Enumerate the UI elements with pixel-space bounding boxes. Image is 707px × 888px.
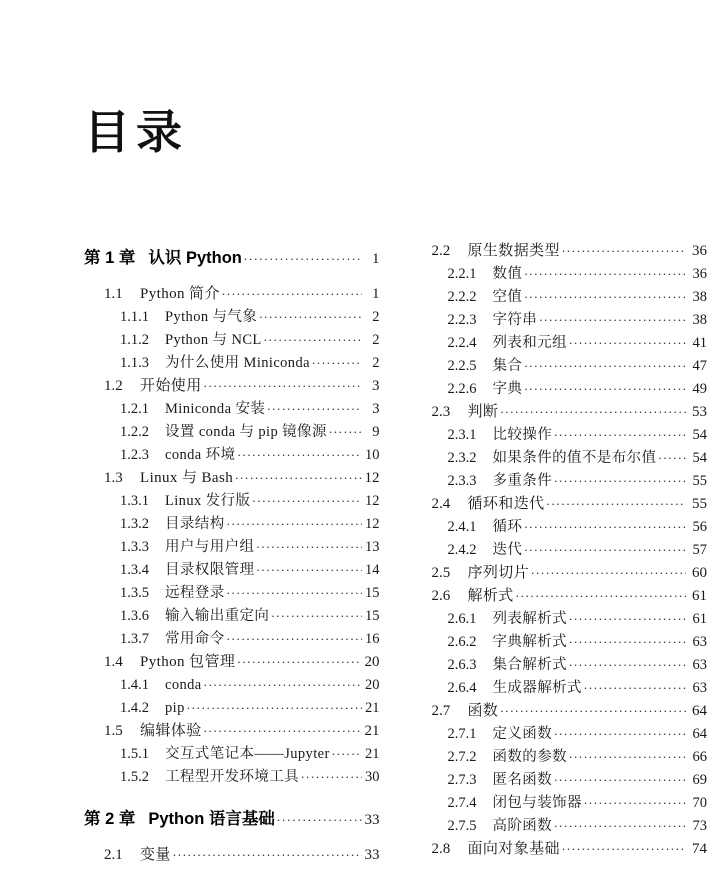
entry-label: 字符串 [492, 311, 538, 328]
entry-page-number: 54 [692, 449, 707, 466]
toc-entry[interactable] [412, 654, 707, 677]
dot-leader [658, 447, 686, 462]
entry-number: 2.7.1 [447, 725, 477, 742]
dot-leader [204, 375, 362, 390]
toc-chapter-entry[interactable] [84, 808, 380, 838]
entry-page-number: 63 [692, 656, 707, 673]
entry-page-number: 33 [364, 847, 380, 863]
entry-label: Miniconda 安装 [165, 400, 266, 417]
entry-label: 交互式笔记本——Jupyter [165, 745, 330, 762]
toc-entry[interactable] [84, 766, 380, 789]
entry-number: 2.6.4 [447, 679, 477, 696]
entry-page-number: 15 [365, 584, 380, 601]
toc-entry[interactable] [412, 424, 707, 447]
entry-label: 循环和迭代 [467, 496, 545, 512]
toc-entry[interactable] [84, 398, 380, 421]
entry-number: 2.2.5 [447, 357, 477, 374]
entry-number: 2.7.2 [447, 748, 477, 765]
entry-label: 为什么使用 Miniconda [165, 354, 310, 371]
toc-entry[interactable] [84, 651, 380, 674]
entry-number: 1.3.1 [120, 492, 149, 509]
entry-page-number: 20 [364, 654, 380, 670]
dot-leader [524, 378, 686, 393]
entry-number: 2.2.1 [447, 265, 477, 282]
entry-number: 1.4.2 [120, 699, 149, 716]
entry-page-number: 56 [692, 518, 707, 535]
entry-number: 2.3.3 [447, 472, 477, 489]
dot-leader [554, 815, 686, 830]
entry-label: 列表解析式 [492, 610, 567, 627]
entry-page-number: 64 [692, 703, 707, 719]
entry-page-number: 70 [692, 794, 707, 811]
entry-page-number: 57 [692, 541, 707, 558]
dot-leader [516, 585, 686, 600]
entry-page-number: 2 [372, 331, 380, 348]
entry-number: 2.4 [431, 496, 451, 512]
entry-page-number: 73 [692, 817, 707, 834]
entry-page-number: 30 [365, 768, 380, 785]
entry-label: 多重条件 [492, 472, 553, 489]
dot-leader [500, 700, 686, 715]
entry-page-number: 14 [365, 561, 380, 578]
toc-chapter-entry[interactable] [84, 247, 380, 277]
entry-page-number: 21 [364, 723, 380, 739]
entry-number: 1.5.2 [120, 768, 149, 785]
entry-label: 用户与用户组 [165, 538, 255, 555]
entry-label: 远程登录 [165, 584, 225, 601]
entry-number: 2.3 [431, 404, 451, 420]
toc-entry[interactable] [84, 467, 380, 490]
toc-entry[interactable] [84, 605, 380, 628]
entry-number: 2.7.4 [447, 794, 477, 811]
toc-entry[interactable] [412, 263, 707, 286]
entry-number: 1.1 [104, 286, 123, 302]
dot-leader [531, 562, 686, 577]
dot-leader [569, 608, 686, 623]
entry-page-number: 12 [365, 515, 380, 532]
dot-leader [204, 674, 362, 689]
entry-number: 2.6.2 [447, 633, 477, 650]
dot-leader [187, 697, 362, 712]
dot-leader [312, 352, 362, 367]
entry-label: Python 与 NCL [165, 331, 262, 348]
entry-label: conda 环境 [165, 446, 236, 463]
entry-number: 第 2 章 [84, 810, 136, 828]
entry-number: 1.2.2 [120, 423, 149, 440]
entry-label: Linux 发行版 [165, 492, 251, 509]
dot-leader [237, 444, 361, 459]
entry-number: 1.3.2 [120, 515, 149, 532]
dot-leader [524, 355, 686, 370]
entry-page-number: 3 [372, 400, 380, 417]
chapter-gap [84, 789, 380, 801]
entry-number: 2.2.4 [447, 334, 477, 351]
dot-leader [267, 398, 361, 413]
entry-label: 常用命令 [165, 630, 225, 647]
entry-number: 2.7.3 [447, 771, 477, 788]
dot-leader [222, 283, 362, 298]
entry-page-number: 55 [692, 496, 707, 512]
toc-entry[interactable] [84, 306, 380, 329]
toc-entry[interactable] [84, 421, 380, 444]
entry-page-number: 53 [692, 404, 707, 420]
entry-number: 2.8 [431, 841, 451, 857]
entry-label: 函数 [467, 703, 499, 719]
entry-number: 1.3.7 [120, 630, 149, 647]
entry-number: 1.1.1 [120, 308, 149, 325]
toc-entry[interactable] [412, 286, 707, 309]
dot-leader [227, 513, 362, 528]
entry-label: 解析式 [467, 588, 514, 604]
entry-label: 如果条件的值不是布尔值 [492, 449, 657, 466]
toc-entry[interactable] [84, 628, 380, 651]
entry-label: 设置 conda 与 pip 镜像源 [165, 423, 327, 440]
entry-page-number: 47 [692, 357, 707, 374]
page-title: 目录 [84, 107, 188, 158]
toc-column-right [380, 240, 707, 861]
toc-entry[interactable] [412, 309, 707, 332]
entry-page-number: 10 [365, 446, 380, 463]
entry-number: 2.7 [431, 703, 451, 719]
entry-number: 1.2 [104, 378, 123, 394]
toc-entry[interactable] [84, 283, 380, 306]
toc-entry[interactable] [84, 375, 380, 398]
toc-entry[interactable] [412, 240, 707, 263]
entry-number: 2.3.2 [447, 449, 477, 466]
entry-label: Python 包管理 [140, 654, 236, 670]
entry-page-number: 1 [372, 251, 380, 267]
entry-label: 字典 [492, 380, 523, 397]
entry-number: 第 1 章 [84, 249, 136, 267]
dot-leader [524, 263, 686, 278]
entry-label: 匿名函数 [492, 771, 553, 788]
toc-columns [0, 240, 707, 867]
entry-label: 序列切片 [467, 565, 530, 581]
entry-page-number: 2 [372, 308, 380, 325]
entry-label: 列表和元组 [492, 334, 567, 351]
dot-leader [277, 808, 362, 824]
toc-entry[interactable] [412, 792, 707, 815]
dot-leader [329, 421, 362, 436]
dot-leader [259, 306, 361, 321]
dot-leader [301, 766, 361, 781]
entry-page-number: 1 [372, 286, 380, 302]
entry-page-number: 21 [365, 745, 380, 762]
entry-number: 2.3.1 [447, 426, 477, 443]
entry-label: 集合 [492, 357, 523, 374]
entry-label: pip [165, 699, 185, 716]
entry-page-number: 49 [692, 380, 707, 397]
dot-leader [569, 654, 686, 669]
entry-page-number: 15 [365, 607, 380, 624]
entry-number: 1.3.5 [120, 584, 149, 601]
entry-label: 工程型开发环境工具 [165, 768, 300, 785]
dot-leader [264, 329, 362, 344]
entry-number: 1.1.2 [120, 331, 149, 348]
entry-label: 输入输出重定向 [165, 607, 270, 624]
entry-label: Python 简介 [140, 286, 220, 302]
entry-label: 认识 Python [148, 249, 242, 267]
entry-label: 数值 [492, 265, 523, 282]
toc-entry[interactable] [84, 329, 380, 352]
toc-entry[interactable] [412, 447, 707, 470]
entry-label: 生成器解析式 [492, 679, 582, 696]
entry-number: 2.2.6 [447, 380, 477, 397]
dot-leader [271, 605, 361, 620]
entry-page-number: 63 [692, 679, 707, 696]
entry-number: 1.5 [104, 723, 123, 739]
toc-entry[interactable] [412, 562, 707, 585]
toc-entry[interactable] [84, 513, 380, 536]
toc-column-left [0, 240, 380, 867]
entry-number: 1.3.3 [120, 538, 149, 555]
entry-page-number: 12 [364, 470, 380, 486]
entry-number: 2.7.5 [447, 817, 477, 834]
entry-number: 1.5.1 [120, 745, 149, 762]
toc-entry[interactable] [412, 516, 707, 539]
toc-entry[interactable] [84, 697, 380, 720]
dot-leader [500, 401, 686, 416]
entry-number: 2.4.1 [447, 518, 477, 535]
toc-entry[interactable] [412, 677, 707, 700]
entry-label: 高阶函数 [492, 817, 553, 834]
entry-label: 函数的参数 [492, 748, 567, 765]
dot-leader [569, 332, 686, 347]
toc-entry[interactable] [412, 746, 707, 769]
entry-label: 变量 [140, 847, 171, 863]
toc-entry[interactable] [412, 769, 707, 792]
toc-entry[interactable] [84, 743, 380, 766]
dot-leader [237, 651, 361, 666]
entry-label: 面向对象基础 [467, 841, 560, 857]
entry-number: 2.1 [104, 847, 123, 863]
toc-entry[interactable] [84, 844, 380, 867]
entry-label: 目录结构 [165, 515, 225, 532]
toc-entry[interactable] [412, 838, 707, 861]
entry-page-number: 21 [365, 699, 380, 716]
entry-page-number: 55 [692, 472, 707, 489]
entry-label: Python 与气象 [165, 308, 258, 325]
toc-entry[interactable] [412, 378, 707, 401]
entry-number: 1.2.1 [120, 400, 149, 417]
dot-leader [256, 536, 361, 551]
dot-leader [332, 743, 362, 758]
entry-page-number: 36 [692, 265, 707, 282]
toc-entry[interactable] [412, 815, 707, 838]
entry-label: 原生数据类型 [467, 243, 560, 259]
entry-page-number: 3 [372, 378, 380, 394]
toc-entry[interactable] [84, 559, 380, 582]
entry-number: 2.6.1 [447, 610, 477, 627]
dot-leader [524, 286, 686, 301]
toc-entry[interactable] [412, 470, 707, 493]
entry-number: 1.1.3 [120, 354, 149, 371]
dot-leader [569, 631, 686, 646]
dot-leader [554, 769, 686, 784]
dot-leader [554, 424, 686, 439]
entry-label: 字典解析式 [492, 633, 567, 650]
dot-leader [173, 844, 362, 859]
toc-entry[interactable] [412, 355, 707, 378]
entry-page-number: 54 [692, 426, 707, 443]
entry-label: 迭代 [492, 541, 523, 558]
dot-leader [584, 792, 686, 807]
entry-page-number: 41 [692, 334, 707, 351]
entry-number: 1.3.6 [120, 607, 149, 624]
entry-label: 闭包与装饰器 [492, 794, 582, 811]
dot-leader [562, 240, 686, 255]
entry-label: 目录权限管理 [165, 561, 255, 578]
entry-page-number: 64 [692, 725, 707, 742]
toc-entry[interactable] [412, 631, 707, 654]
toc-entry[interactable] [412, 493, 707, 516]
toc-entry[interactable] [84, 490, 380, 513]
entry-page-number: 36 [692, 243, 707, 259]
dot-leader [252, 490, 361, 505]
toc-entry[interactable] [84, 674, 380, 697]
dot-leader [244, 247, 362, 263]
entry-page-number: 74 [692, 841, 707, 857]
dot-leader [554, 470, 686, 485]
entry-number: 2.6.3 [447, 656, 477, 673]
entry-page-number: 33 [364, 812, 380, 828]
entry-page-number: 12 [365, 492, 380, 509]
entry-page-number: 20 [365, 676, 380, 693]
entry-number: 1.4.1 [120, 676, 149, 693]
entry-label: Linux 与 Bash [140, 470, 234, 486]
dot-leader [235, 467, 361, 482]
entry-label: 判断 [467, 404, 499, 420]
toc-entry[interactable] [412, 332, 707, 355]
toc-entry[interactable] [84, 444, 380, 467]
dot-leader [204, 720, 362, 735]
dot-leader [227, 582, 362, 597]
entry-page-number: 66 [692, 748, 707, 765]
toc-entry[interactable] [412, 539, 707, 562]
entry-label: 开始使用 [140, 378, 202, 394]
entry-page-number: 9 [372, 423, 380, 440]
entry-number: 1.3.4 [120, 561, 149, 578]
dot-leader [524, 516, 686, 531]
dot-leader [539, 309, 686, 324]
toc-entry[interactable] [412, 608, 707, 631]
toc-entry[interactable] [412, 401, 707, 424]
toc-entry[interactable] [412, 585, 707, 608]
entry-number: 2.4.2 [447, 541, 477, 558]
toc-entry[interactable] [412, 700, 707, 723]
entry-page-number: 60 [692, 565, 707, 581]
entry-number: 2.6 [431, 588, 451, 604]
entry-number: 2.2.3 [447, 311, 477, 328]
toc-entry[interactable] [84, 582, 380, 605]
entry-number: 1.3 [104, 470, 123, 486]
toc-entry[interactable] [412, 723, 707, 746]
entry-label: Python 语言基础 [148, 810, 275, 828]
entry-label: conda [165, 676, 202, 693]
entry-label: 编辑体验 [140, 723, 202, 739]
toc-entry[interactable] [84, 352, 380, 375]
entry-page-number: 16 [365, 630, 380, 647]
dot-leader [256, 559, 361, 574]
entry-page-number: 69 [692, 771, 707, 788]
entry-page-number: 63 [692, 633, 707, 650]
entry-number: 1.4 [104, 654, 123, 670]
entry-label: 集合解析式 [492, 656, 567, 673]
entry-number: 2.2.2 [447, 288, 477, 305]
dot-leader [569, 746, 686, 761]
entry-label: 循环 [492, 518, 523, 535]
entry-number: 1.2.3 [120, 446, 149, 463]
entry-page-number: 38 [692, 311, 707, 328]
entry-page-number: 2 [372, 354, 380, 371]
dot-leader [554, 723, 686, 738]
entry-label: 空值 [492, 288, 523, 305]
dot-leader [562, 838, 686, 853]
entry-label: 定义函数 [492, 725, 553, 742]
dot-leader [547, 493, 686, 508]
entry-page-number: 61 [692, 588, 707, 604]
dot-leader [584, 677, 686, 692]
dot-leader [227, 628, 362, 643]
dot-leader [524, 539, 686, 554]
entry-number: 2.2 [431, 243, 451, 259]
toc-entry[interactable] [84, 720, 380, 743]
entry-page-number: 13 [365, 538, 380, 555]
toc-entry[interactable] [84, 536, 380, 559]
entry-label: 比较操作 [492, 426, 553, 443]
entry-number: 2.5 [431, 565, 451, 581]
entry-page-number: 61 [692, 610, 707, 627]
entry-page-number: 38 [692, 288, 707, 305]
